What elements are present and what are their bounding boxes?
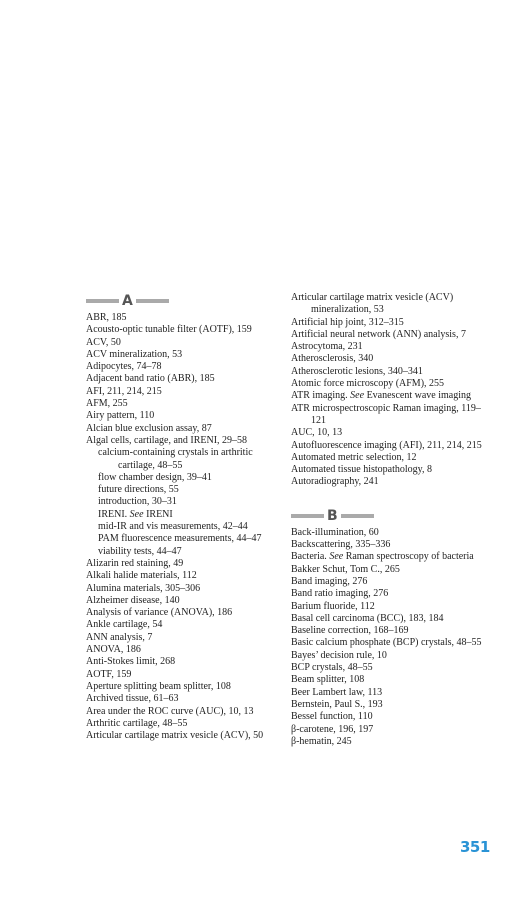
index-entry: Automated tissue histopathology, 8 (291, 464, 433, 476)
index-entry: Band ratio imaging, 276 (291, 588, 389, 600)
index-entry: ATR microspectroscopic Raman imaging, 119–121 (291, 402, 481, 426)
index-entry: Acousto-optic tunable filter (AOTF), 159 (86, 324, 252, 336)
index-entry: Basic calcium phosphate (BCP) crystals, 48–55 (291, 637, 482, 649)
index-entry: Basal cell carcinoma (BCC), 183, 184 (291, 612, 444, 624)
index-entry: Astrocytoma, 231 (291, 341, 363, 353)
index-subentry: introduction, 30–31 (98, 496, 177, 508)
index-column-left (86, 292, 281, 742)
index-entry: AFM, 255 (86, 398, 128, 410)
index-entry: Backscattering, 335–336 (291, 539, 391, 551)
index-subentry (86, 509, 281, 521)
index-subentry: flow chamber design, 39–41 (98, 471, 212, 483)
index-entry: Alcian blue exclusion assay, 87 (86, 422, 212, 434)
index-list-a-right (291, 292, 491, 489)
index-subentry: PAM fluorescence measurements, 44–47 (98, 533, 262, 545)
section-letter: B (327, 507, 338, 524)
index-entry: ABR, 185 (86, 312, 127, 323)
index-list-b-right (291, 527, 491, 748)
index-entry: AUC, 10, 13 (291, 427, 343, 439)
see-reference: See (129, 508, 144, 520)
index-entry: Atherosclerotic lesions, 340–341 (291, 365, 423, 377)
index-entry: Atherosclerosis, 340 (291, 353, 374, 365)
index-entry: ANN analysis, 7 (86, 631, 153, 643)
index-entry: Alizarin red staining, 49 (86, 557, 184, 569)
index-entry: ANOVA, 186 (86, 644, 141, 656)
entry-text: Bacteria. (291, 551, 330, 563)
index-entry: Arthritic cartilage, 48–55 (86, 717, 188, 729)
index-entry: Alkali halide materials, 112 (86, 570, 197, 582)
entry-text: ATR imaging. (291, 390, 351, 402)
index-entry: Ankle cartilage, 54 (86, 619, 163, 631)
see-reference: See (329, 551, 344, 563)
index-entry: Bernstein, Paul S., 193 (291, 698, 383, 710)
section-letter: A (122, 293, 133, 309)
index-entry: Adjacent band ratio (ABR), 185 (86, 373, 215, 385)
index-entry: Bakker Schut, Tom C., 265 (291, 563, 400, 575)
index-entry: Articular cartilage matrix vesicle (ACV) mineralization, 53 (291, 292, 454, 316)
index-entry: Back-illumination, 60 (291, 526, 379, 538)
index-entry: Barium fluoride, 112 (291, 600, 375, 612)
index-entry: Atomic force microscopy (AFM), 255 (291, 378, 445, 390)
index-entry: Autofluorescence imaging (AFI), 211, 214, 215 (291, 439, 482, 451)
index-entry: Baseline correction, 168–169 (291, 625, 409, 637)
entry-text: IRENI. (98, 508, 130, 520)
index-entry: Beer Lambert law, 113 (291, 686, 383, 698)
index-subentry: mid-IR and vis measurements, 42–44 (98, 521, 248, 533)
index-entry: Articular cartilage matrix vesicle (ACV), 50 (86, 730, 264, 742)
index-entry: Analysis of variance (ANOVA), 186 (86, 607, 233, 619)
page-number: 351 (460, 838, 490, 856)
index-entry: Bessel function, 110 (291, 711, 373, 723)
header-rule-right (341, 514, 374, 518)
index-entry: β-carotene, 196, 197 (291, 723, 374, 735)
index-subentry: future directions, 55 (98, 484, 179, 496)
index-entry: BCP crystals, 48–55 (291, 662, 373, 674)
header-rule-left (86, 299, 119, 303)
index-entry (291, 390, 491, 402)
index-entry: ACV, 50 (86, 336, 121, 348)
index-entry: Anti-Stokes limit, 268 (86, 656, 176, 668)
index-subentry: calcium-containing crystals in arthritic cartilage, 48–55 (98, 447, 253, 471)
index-list-a-left (86, 312, 281, 742)
index-entry: Adipocytes, 74–78 (86, 361, 162, 373)
header-rule-left (291, 514, 324, 518)
index-entry: Alzheimer disease, 140 (86, 594, 180, 606)
entry-text: IRENI (143, 508, 173, 520)
index-entry: β-hematin, 245 (291, 735, 352, 747)
index-column-right (291, 292, 491, 748)
index-subentry: viability tests, 44–47 (98, 545, 182, 557)
index-entry: Algal cells, cartilage, and IRENI, 29–58 (86, 434, 248, 446)
index-entry: Area under the ROC curve (AUC), 10, 13 (86, 705, 254, 717)
index-entry: Airy pattern, 110 (86, 410, 155, 422)
see-reference: See (350, 390, 365, 402)
index-entry (291, 551, 491, 563)
index-entry: Alumina materials, 305–306 (86, 582, 201, 594)
index-entry: Autoradiography, 241 (291, 476, 379, 488)
entry-text: Evanescent wave imaging (364, 390, 471, 402)
index-entry: Beam splitter, 108 (291, 674, 365, 686)
section-header-a (86, 292, 281, 310)
index-entry: Archived tissue, 61–63 (86, 693, 179, 705)
index-entry: Artificial hip joint, 312–315 (291, 316, 404, 328)
index-entry: Bayes’ decision rule, 10 (291, 649, 387, 661)
index-entry: AFI, 211, 214, 215 (86, 385, 162, 397)
index-entry: Band imaging, 276 (291, 575, 368, 587)
index-entry: ACV mineralization, 53 (86, 348, 183, 360)
index-entry: Aperture splitting beam splitter, 108 (86, 680, 231, 692)
section-header-b (291, 507, 491, 525)
index-entry: Automated metric selection, 12 (291, 451, 417, 463)
entry-text: Raman spectroscopy of bacteria (343, 551, 474, 563)
index-entry: AOTF, 159 (86, 668, 132, 680)
index-entry: Artificial neural network (ANN) analysis, 7 (291, 328, 466, 340)
header-rule-right (136, 299, 169, 303)
